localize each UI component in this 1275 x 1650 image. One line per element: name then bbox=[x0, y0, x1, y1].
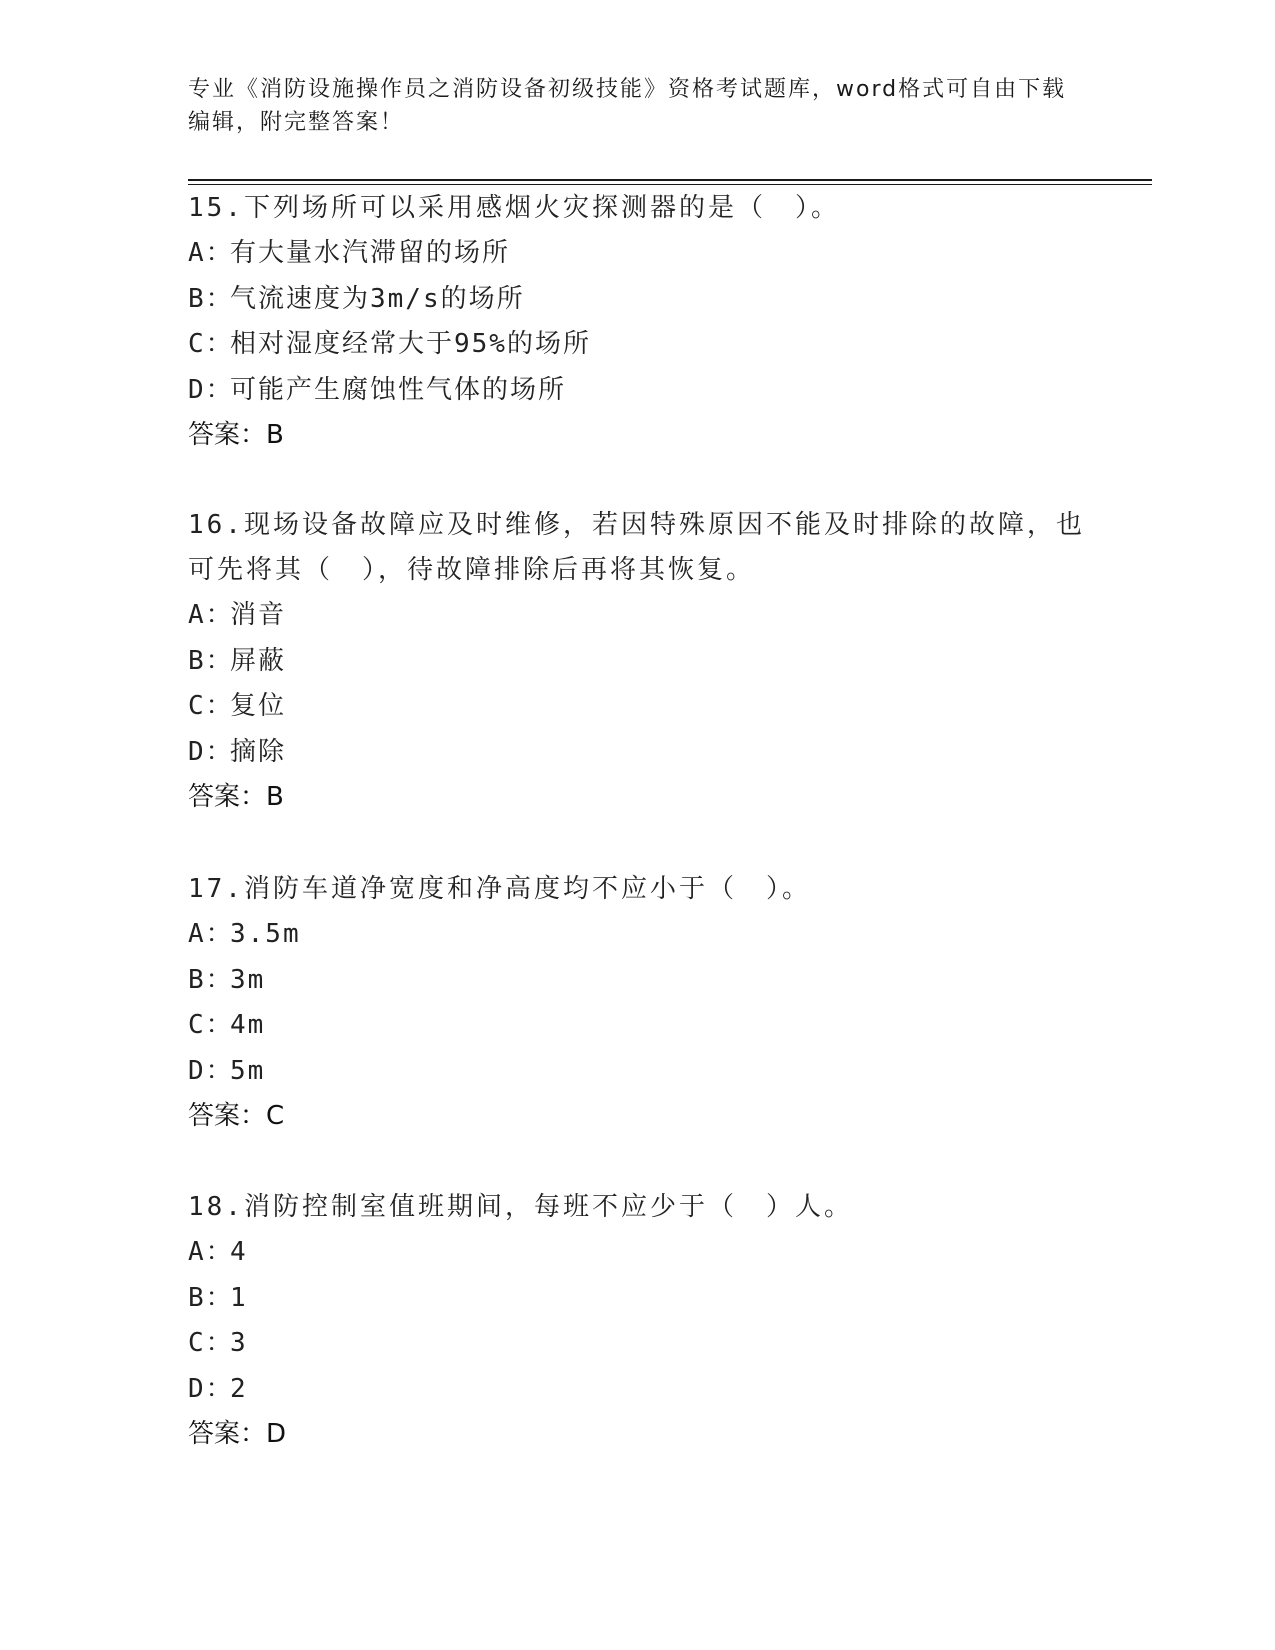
option-key: C： bbox=[188, 1010, 234, 1040]
option-c bbox=[188, 322, 1108, 368]
option-b bbox=[188, 277, 1108, 323]
option-d bbox=[188, 730, 1108, 776]
header-rule-thick bbox=[188, 179, 1152, 181]
answer: 答案：D bbox=[188, 1419, 287, 1449]
option-text: 可能产生腐蚀性气体的场所 bbox=[230, 374, 567, 405]
option-key: C： bbox=[188, 329, 234, 359]
option-text: 3.5m bbox=[230, 919, 301, 949]
option-key: B： bbox=[188, 283, 234, 314]
question-stem: 15.下列场所可以采用感烟火灾探测器的是（ ）。 bbox=[188, 193, 840, 223]
question-17 bbox=[188, 867, 1108, 1139]
option-key: D： bbox=[188, 1055, 234, 1086]
option-text: 相对湿度经常大于95%的场所 bbox=[230, 329, 591, 359]
option-text: 5m bbox=[230, 1055, 266, 1086]
option-text: 屏蔽 bbox=[230, 645, 287, 676]
option-text: 3 bbox=[230, 1328, 248, 1358]
option-text: 摘除 bbox=[230, 736, 287, 767]
option-a bbox=[188, 1230, 1108, 1276]
option-text: 4m bbox=[230, 1010, 266, 1040]
option-d bbox=[188, 368, 1108, 414]
option-text: 消音 bbox=[230, 600, 287, 630]
option-a bbox=[188, 912, 1108, 958]
option-key: D： bbox=[188, 1373, 234, 1404]
option-key: A： bbox=[188, 919, 234, 949]
question-stem: 18.消防控制室值班期间，每班不应少于（ ）人。 bbox=[188, 1192, 853, 1222]
option-b bbox=[188, 1276, 1108, 1322]
answer: 答案：C bbox=[188, 1101, 285, 1131]
document-header: 专业《消防设施操作员之消防设备初级技能》资格考试题库，word格式可自由下载编辑，附完整答案！ bbox=[188, 77, 1067, 135]
answer: 答案：B bbox=[188, 420, 284, 450]
question-stem: 16.现场设备故障应及时维修，若因特殊原因不能及时排除的故障，也可先将其（ ），待故障排除后再将其恢复。 bbox=[188, 510, 1085, 585]
option-key: C： bbox=[188, 1328, 234, 1358]
option-c bbox=[188, 1003, 1108, 1049]
option-key: B： bbox=[188, 1282, 234, 1313]
option-text: 3m bbox=[230, 964, 266, 995]
option-text: 1 bbox=[230, 1282, 248, 1313]
option-key: A： bbox=[188, 600, 234, 630]
header-rule-thin bbox=[188, 184, 1152, 185]
option-a bbox=[188, 231, 1108, 277]
option-d bbox=[188, 1049, 1108, 1095]
question-18 bbox=[188, 1185, 1108, 1457]
option-a bbox=[188, 593, 1108, 639]
option-text: 2 bbox=[230, 1373, 248, 1404]
option-text: 有大量水汽滞留的场所 bbox=[230, 238, 511, 268]
option-b bbox=[188, 639, 1108, 685]
question-stem: 17.消防车道净宽度和净高度均不应小于（ ）。 bbox=[188, 874, 811, 904]
question-16 bbox=[188, 503, 1108, 820]
option-text: 气流速度为3m/s的场所 bbox=[230, 283, 525, 314]
option-b bbox=[188, 958, 1108, 1004]
option-key: C： bbox=[188, 691, 234, 721]
answer: 答案：B bbox=[188, 782, 284, 812]
option-key: D： bbox=[188, 736, 234, 767]
option-c bbox=[188, 1321, 1108, 1367]
option-key: A： bbox=[188, 238, 234, 268]
option-key: D： bbox=[188, 374, 234, 405]
option-key: B： bbox=[188, 964, 234, 995]
option-text: 4 bbox=[230, 1237, 248, 1267]
option-d bbox=[188, 1367, 1108, 1413]
question-15 bbox=[188, 186, 1108, 458]
option-text: 复位 bbox=[230, 691, 287, 721]
option-c bbox=[188, 684, 1108, 730]
option-key: B： bbox=[188, 645, 234, 676]
option-key: A： bbox=[188, 1237, 234, 1267]
